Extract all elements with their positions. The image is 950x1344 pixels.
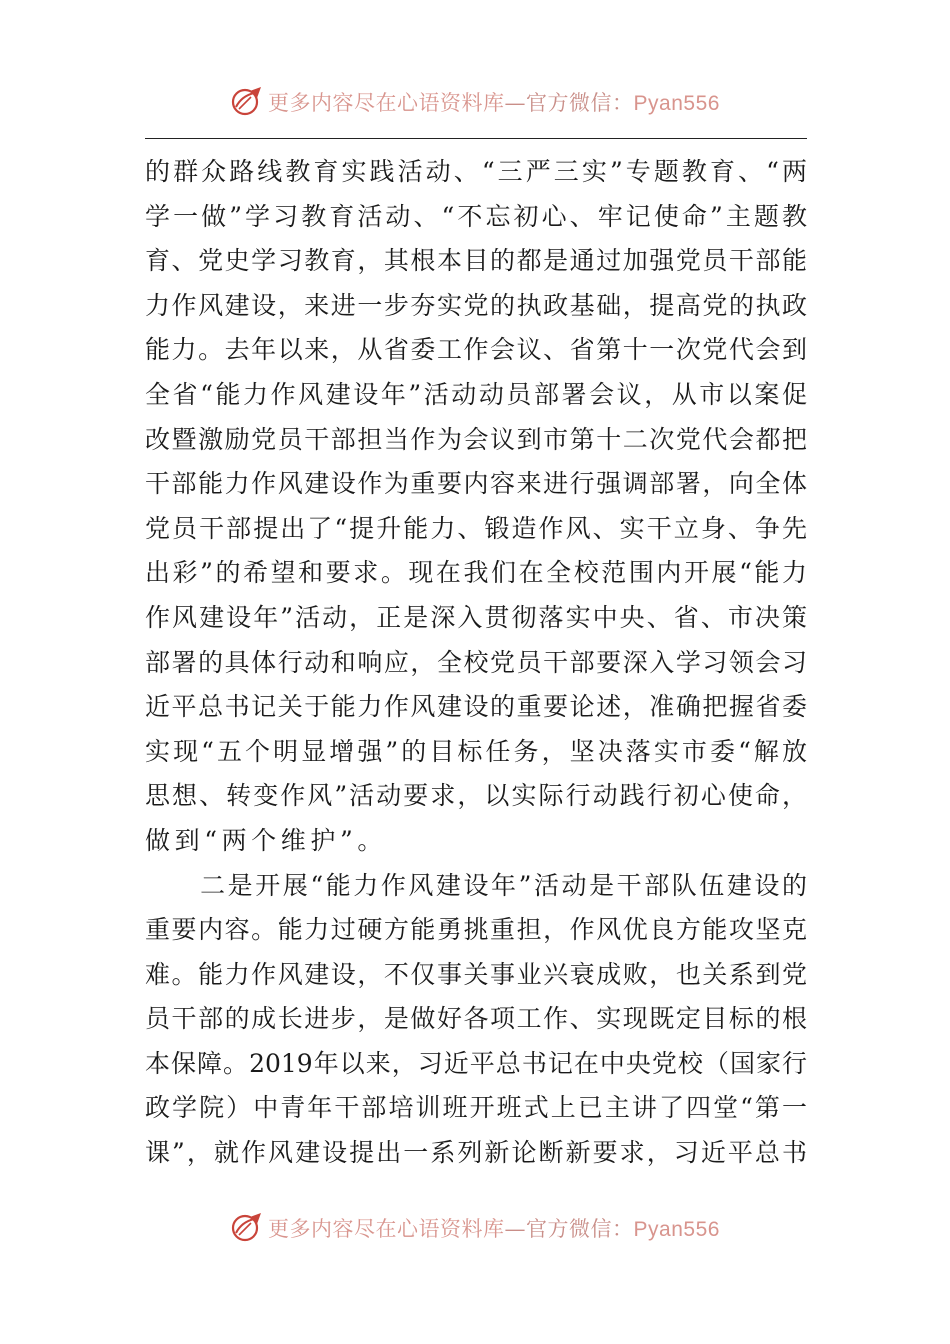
header-divider bbox=[145, 138, 807, 139]
text-line: 改暨激励党员干部担当作为会议到市第十二次党代会都把 bbox=[145, 424, 807, 454]
text-line: 员干部的成长进步，是做好各项工作、实现既定目标的根 bbox=[145, 1004, 807, 1034]
watermark-prefix: 更多内容尽在心语资料库 bbox=[268, 91, 505, 115]
watermark-label: 官方微信： bbox=[526, 91, 634, 115]
watermark-id: Pyan556 bbox=[633, 92, 720, 115]
text-line: 本保障。2019年以来，习近平总书记在中央党校（国家行 bbox=[145, 1048, 807, 1078]
text-line: 干部能力作风建设作为重要内容来进行强调部署，向全体 bbox=[145, 469, 807, 499]
text-line: 近平总书记关于能力作风建设的重要论述，准确把握省委 bbox=[145, 692, 807, 722]
watermark-text bbox=[268, 1213, 720, 1243]
header-watermark bbox=[0, 82, 950, 122]
pen-logo-icon bbox=[230, 85, 264, 119]
text-line: 能力。去年以来，从省委工作会议、省第十一次党代会到 bbox=[145, 335, 807, 365]
watermark-id: Pyan556 bbox=[633, 1218, 720, 1241]
text-line: 出彩”的希望和要求。现在我们在全校范围内开展“能力 bbox=[145, 558, 807, 588]
text-line: 思想、转变作风”活动要求，以实际行动践行初心使命， bbox=[145, 781, 807, 811]
document-body bbox=[145, 150, 807, 1176]
text-line: 课”，就作风建设提出一系列新论断新要求，习近平总书 bbox=[145, 1138, 807, 1168]
footer-watermark bbox=[0, 1208, 950, 1248]
text-line: 部署的具体行动和响应，全校党员干部要深入学习领会习 bbox=[145, 647, 807, 677]
text-line: 作风建设年”活动，正是深入贯彻落实中央、省、市决策 bbox=[145, 602, 807, 632]
text-line: 二是开展“能力作风建设年”活动是干部队伍建设的 bbox=[145, 870, 807, 900]
watermark-label: 官方微信： bbox=[526, 1217, 634, 1241]
text-line: 育、党史学习教育，其根本目的都是通过加强党员干部能 bbox=[145, 246, 807, 276]
watermark-dash: — bbox=[504, 1217, 527, 1241]
text-line: 党员干部提出了“提升能力、锻造作风、实干立身、争先 bbox=[145, 513, 807, 543]
text-line: 的群众路线教育实践活动、“三严三实”专题教育、“两 bbox=[145, 157, 807, 186]
pen-logo-icon bbox=[230, 1211, 264, 1245]
text-line: 政学院）中青年干部培训班开班式上已主讲了四堂“第一 bbox=[145, 1093, 807, 1123]
text-line: 学一做”学习教育活动、“不忘初心、牢记使命”主题教 bbox=[145, 201, 807, 231]
watermark-prefix: 更多内容尽在心语资料库 bbox=[268, 1217, 505, 1241]
text-line: 全省“能力作风建设年”活动动员部署会议，从市以案促 bbox=[145, 379, 807, 409]
paragraph-1 bbox=[145, 150, 807, 864]
text-line: 难。能力作风建设，不仅事关事业兴衰成败，也关系到党 bbox=[145, 959, 807, 989]
text-line: 力作风建设，来进一步夯实党的执政基础，提高党的执政 bbox=[145, 290, 807, 320]
watermark-dash: — bbox=[504, 91, 527, 115]
text-line: 重要内容。能力过硬方能勇挑重担，作风优良方能攻坚克 bbox=[145, 915, 807, 945]
text-line: 实现“五个明显增强”的目标任务，坚决落实市委“解放 bbox=[145, 736, 807, 766]
paragraph-2 bbox=[145, 864, 807, 1176]
watermark-text bbox=[268, 87, 720, 117]
text-line: 做到“两个维护”。 bbox=[145, 825, 387, 855]
